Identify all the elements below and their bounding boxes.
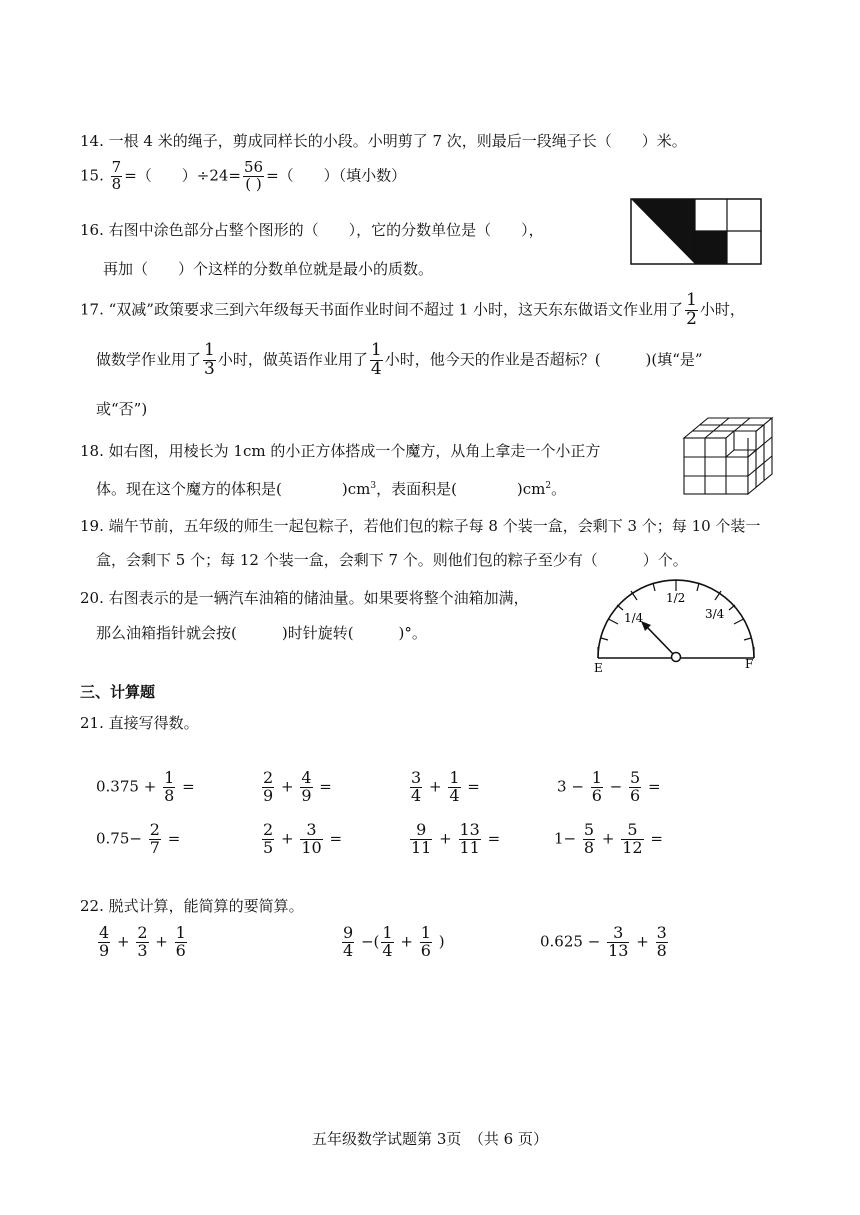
question-18-line2: 体。现在这个魔方的体积是( )$cm^3$，表面积是( )$cm^2$。 [96, 480, 567, 498]
question-21: 21. 直接写得数。 [80, 714, 199, 732]
question-number: 19. [80, 517, 104, 535]
question-15: 15. $\frac{7}{8}$ =（ ）÷24= $\frac{56}{( )}$ =（ ）（填小数） [80, 158, 407, 193]
calc-21-1a: 0.375 + $\frac{1}{8}$ = [96, 768, 195, 805]
calc-21-2c: $\frac{9}{11}$ + $\frac{13}{11}$ = [411, 820, 501, 857]
question-text: 一根 4 米的绳子，剪成同样长的小段。小明剪了 7 次，则最后一段绳子长（ ）米。 [108, 132, 687, 150]
fraction: $\frac{56}{( )}$ [243, 158, 264, 193]
calc-21-2d: 1− $\frac{5}{8}$ + $\frac{5}{12}$ = [554, 820, 663, 857]
question-number: 16. [80, 221, 104, 239]
gauge-label-quarter: 1/4 [624, 611, 644, 625]
question-20: 20. 右图表示的是一辆汽车油箱的储油量。如果要将整个油箱加满， [80, 589, 529, 607]
question-19: 19. 端午节前，五年级的师生一起包粽子，若他们包的粽子每 8 个装一盒，会剩下 3 个；每 10 个装一 [80, 517, 761, 535]
fraction: $\frac{7}{8}$ [111, 158, 122, 193]
fraction: $\frac{1}{3}$ [204, 340, 215, 379]
question-number: 21. [80, 714, 104, 732]
question-number: 17. [80, 300, 104, 319]
question-number: 15. [80, 166, 104, 185]
fraction: $\frac{1}{4}$ [370, 340, 382, 379]
question-22: 22. 脱式计算，能简算的要简算。 [80, 897, 304, 915]
shaded-grid-figure [630, 198, 762, 265]
question-number: 14. [80, 132, 104, 150]
gauge-label-full: F [745, 657, 754, 671]
calc-21-1d: 3 − $\frac{1}{6}$ − $\frac{5}{6}$ = [557, 768, 661, 805]
question-16-line2: 再加（ ）个这样的分数单位就是最小的质数。 [103, 260, 434, 278]
question-17-line3: 或“否”) [96, 400, 148, 418]
calc-21-1c: $\frac{3}{4}$ + $\frac{1}{4}$ = [411, 768, 480, 805]
fraction: $\frac{1}{2}$ [686, 290, 697, 329]
question-16: 16. 右图中涂色部分占整个图形的（ ），它的分数单位是（ ）， [80, 221, 544, 239]
rubik-cube-figure [680, 414, 776, 498]
question-14 [80, 130, 687, 151]
calc-21-1b: $\frac{2}{9}$ + $\frac{4}{9}$ = [263, 768, 332, 805]
question-number: 20. [80, 589, 104, 607]
section-heading: 三、计算题 [80, 683, 156, 701]
question-20-line2: 那么油箱指针就会按( )时针旋转( )°。 [96, 624, 427, 642]
question-18: 18. 如右图，用棱长为 1cm 的小正方体搭成一个魔方，从角上拿走一个小正方 [80, 442, 601, 460]
calc-22b: $\frac{9}{4}$ −( $\frac{1}{4}$ + $\frac{1}{6}$ ) [343, 923, 445, 960]
question-19-line2: 盒，会剩下 5 个；每 12 个装一盒，会剩下 7 个。则他们包的粽子至少有（ ）个。 [96, 551, 688, 569]
gauge-label-half: 1/2 [666, 591, 686, 605]
calc-21-2b: $\frac{2}{5}$ + $\frac{3}{10}$ = [263, 820, 343, 857]
page-footer: 五年级数学试题第 3页 （共 6 页） [312, 1130, 548, 1148]
calc-22c: 0.625 − $\frac{3}{13}$ + $\frac{3}{8}$ [540, 923, 667, 960]
question-number: 22. [80, 897, 104, 915]
question-17-line2: 做数学作业用了 $\frac{1}{3}$ 小时，做英语作业用了 $\frac{1}{4}$ 小时，他今天的作业是否超标？( )(填“是” [96, 340, 703, 379]
gauge-label-three-quarter: 3/4 [705, 607, 725, 621]
gauge-label-empty: E [594, 661, 603, 675]
fuel-gauge [588, 570, 768, 678]
calc-22a: $\frac{4}{9}$ + $\frac{2}{3}$ + $\frac{1}{6}$ [99, 923, 186, 960]
question-number: 18. [80, 442, 104, 460]
question-17: 17. “双减”政策要求三到六年级每天书面作业时间不超过 1 小时，这天东东做语文作业用了 $\frac{1}{2}$ 小时， [80, 290, 745, 329]
calc-21-2a: 0.75− $\frac{2}{7}$ = [96, 820, 181, 857]
